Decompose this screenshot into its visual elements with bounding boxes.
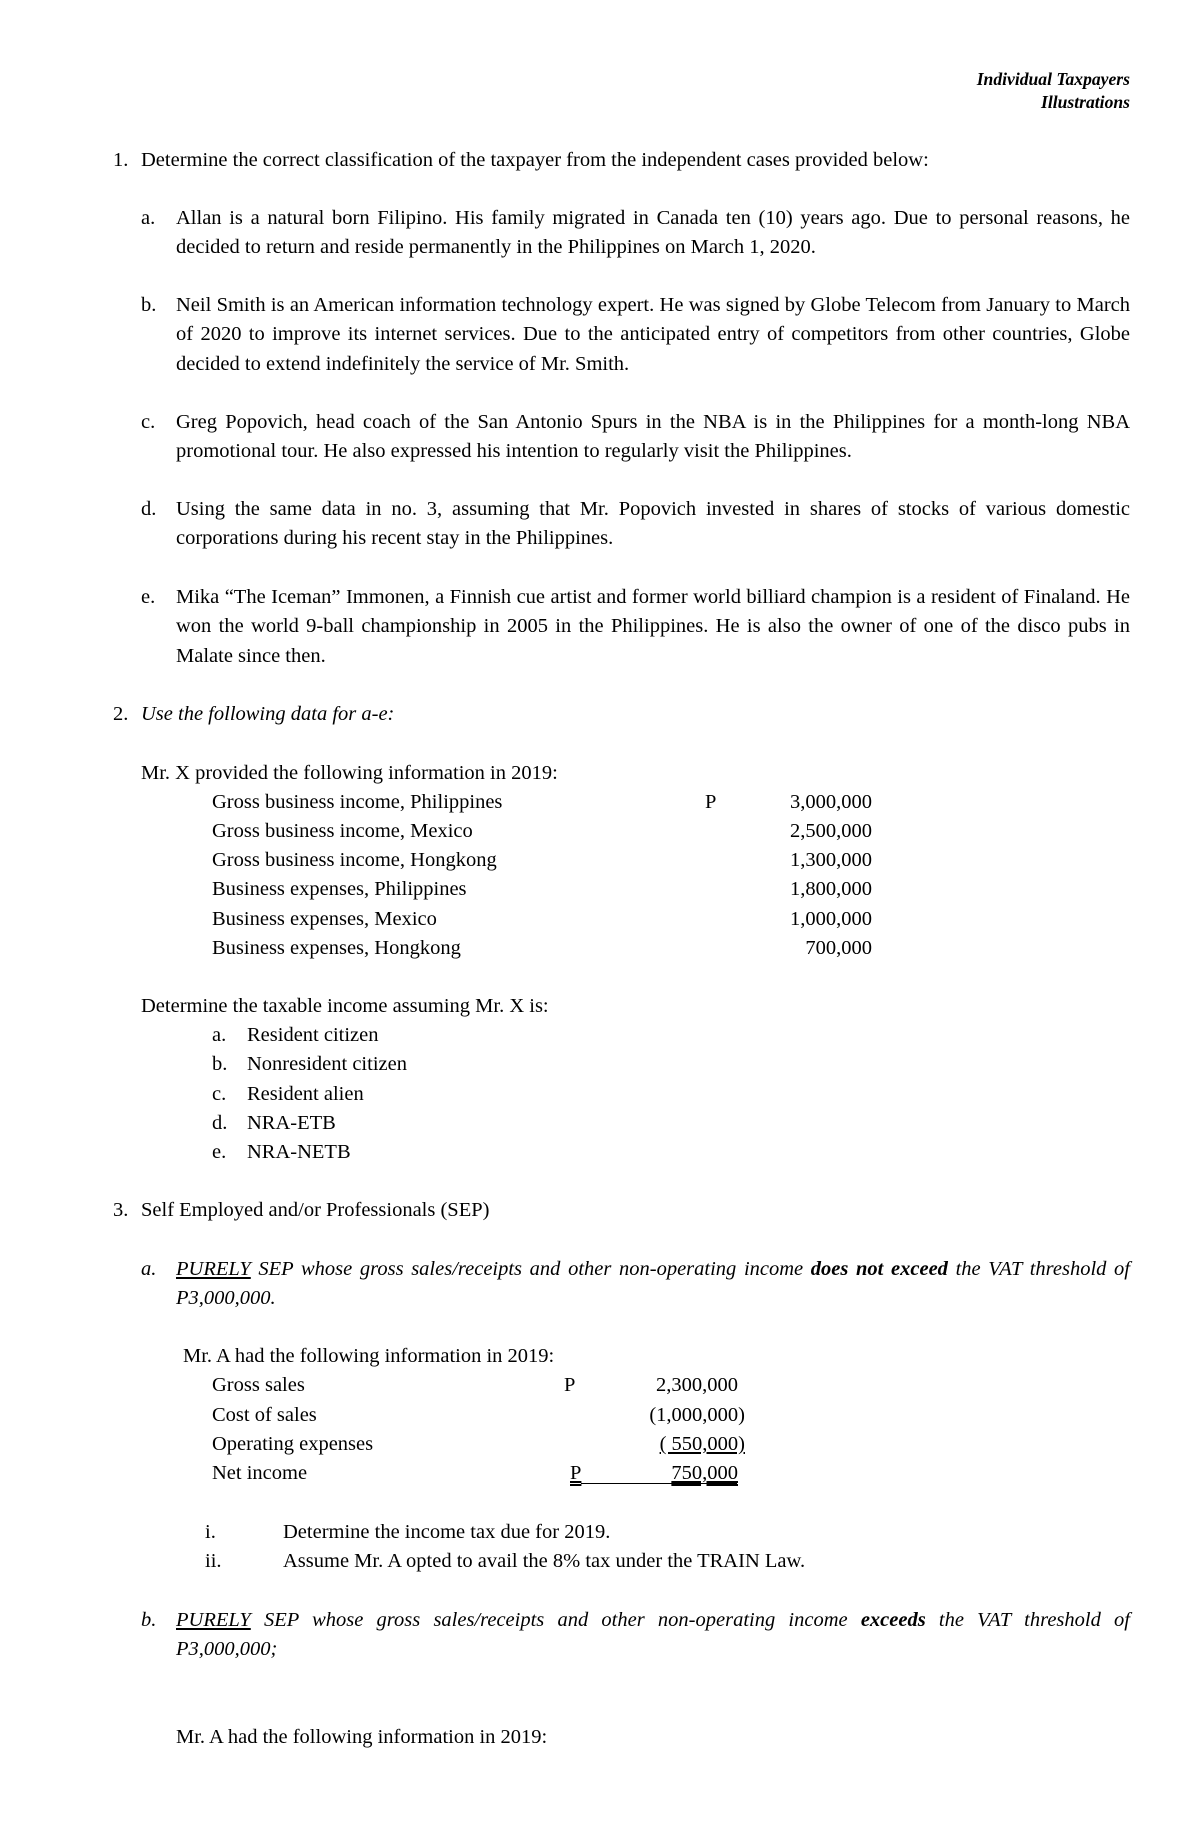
q3a-row-amount: 750,000 xyxy=(671,1462,738,1484)
q3a-subitem-text: Determine the income tax due for 2019. xyxy=(283,1521,611,1543)
q1-prompt: Determine the correct classification of the taxpayer from the independent cases provided below: xyxy=(141,149,929,171)
q2-row-label: Business expenses, Hongkong xyxy=(212,937,461,959)
q3a-row-amount: ( 550,000) xyxy=(659,1433,745,1455)
q3a-heading xyxy=(176,1255,1130,1314)
q2-row-amount: 2,500,000 xyxy=(790,820,872,842)
q2-row-amount: 1,800,000 xyxy=(790,878,872,900)
q2-row-amount: 3,000,000 xyxy=(790,791,872,813)
q2-option-text: Resident citizen xyxy=(247,1024,379,1046)
q2-option-label: b. xyxy=(212,1053,228,1075)
q2-number: 2. xyxy=(113,703,129,725)
q3a-text-2: the VAT threshold of P3,000,000. xyxy=(176,1258,1130,1310)
q2-row-amount: 1,000,000 xyxy=(790,908,872,930)
q2-option-text: NRA-NETB xyxy=(247,1141,351,1163)
q2-row-label: Gross business income, Mexico xyxy=(212,820,473,842)
q3b-label: b. xyxy=(141,1609,157,1631)
q3a-row-amount: 2,300,000 xyxy=(656,1374,738,1396)
q2-currency: P xyxy=(705,791,717,813)
q3b-text-2: the VAT threshold of P3,000,000; xyxy=(176,1609,1130,1661)
q3a-subitem-label: i. xyxy=(205,1521,216,1543)
q3a-row-amount: (1,000,000) xyxy=(649,1404,745,1426)
q3a-subitem-label: ii. xyxy=(205,1550,222,1572)
q1-case-c-text: Greg Popovich, head coach of the San Antonio Spurs in the NBA is in the Philippines for a month-long NBA promotional tour. He also expressed his intention to regularly visit the Philippines. xyxy=(176,411,1130,463)
q1-case-d-label: d. xyxy=(141,498,157,520)
q2-intro: Use the following data for a-e: xyxy=(141,703,395,725)
q2-row-label: Business expenses, Philippines xyxy=(212,878,467,900)
q2-option-label: d. xyxy=(212,1112,228,1134)
q2-option-text: Nonresident citizen xyxy=(247,1053,407,1075)
q2-option-label: c. xyxy=(212,1083,227,1105)
q1-case-e-text: Mika “The Iceman” Immonen, a Finnish cue artist and former world billiard champion is a resident of Finaland. He won the world 9-ball championship in 2005 in the Philippines. He is also the owner of one of the disco pubs in Malate since then. xyxy=(176,586,1130,667)
q3a-label: a. xyxy=(141,1258,157,1280)
q2-option-label: e. xyxy=(212,1141,227,1163)
q1-case-e-label: e. xyxy=(141,586,156,608)
q3a-text-1: SEP whose gross sales/receipts and other non-operating income xyxy=(250,1258,811,1280)
q2-row-label: Business expenses, Mexico xyxy=(212,908,437,930)
q3b-text-1: SEP whose gross sales/receipts and other non-operating income xyxy=(250,1609,861,1631)
q2-question: Determine the taxable income assuming Mr. X is: xyxy=(141,995,549,1017)
q2-option-label: a. xyxy=(212,1024,227,1046)
q3a-emphasis: does not exceed xyxy=(810,1258,948,1280)
q1-case-a-text: Allan is a natural born Filipino. His family migrated in Canada ten (10) years ago. Due to personal reasons, he decided to return and reside permanently in the Philippines on March 1, 2020. xyxy=(176,207,1130,259)
q3-number: 3. xyxy=(113,1199,129,1221)
q2-row-amount: 1,300,000 xyxy=(790,849,872,871)
q3b-info-line: Mr. A had the following information in 2019: xyxy=(176,1726,548,1748)
q3a-row-label: Operating expenses xyxy=(212,1433,374,1455)
q1-case-d-text: Using the same data in no. 3, assuming that Mr. Popovich invested in shares of stocks of various domestic corporations during his recent stay in the Philippines. xyxy=(176,498,1130,550)
q1-case-b-label: b. xyxy=(141,294,157,316)
q2-row-label: Gross business income, Philippines xyxy=(212,791,503,813)
q3a-row-label: Cost of sales xyxy=(212,1404,317,1426)
q3a-info-line: Mr. A had the following information in 2019: xyxy=(183,1345,555,1367)
q2-option-text: Resident alien xyxy=(247,1083,364,1105)
q3b-emphasis: exceeds xyxy=(860,1609,926,1631)
q3b-heading xyxy=(176,1606,1130,1665)
q3b-purely: PURELY xyxy=(176,1609,251,1631)
q3a-purely: PURELY xyxy=(176,1258,251,1280)
header-title xyxy=(977,68,1130,115)
q3a-subitem-text: Assume Mr. A opted to avail the 8% tax under the TRAIN Law. xyxy=(283,1550,806,1572)
q1-case-b-text: Neil Smith is an American information technology expert. He was signed by Globe Telecom from January to March of 2020 to improve its internet services. Due to the anticipated entry of competitors from other countries, Globe decided to extend indefinitely the service of Mr. Smith. xyxy=(176,294,1130,375)
q3a-net-currency: P xyxy=(570,1462,582,1484)
header-line-2: Illustrations xyxy=(1041,92,1130,113)
q2-row-label: Gross business income, Hongkong xyxy=(212,849,497,871)
q2-info-line: Mr. X provided the following information in 2019: xyxy=(141,762,558,784)
q1-case-c-label: c. xyxy=(141,411,156,433)
q3a-row-label: Net income xyxy=(212,1462,308,1484)
q3-title: Self Employed and/or Professionals (SEP) xyxy=(141,1199,490,1221)
header-line-1: Individual Taxpayers xyxy=(976,69,1130,89)
q3a-currency: P xyxy=(564,1374,576,1396)
q3a-row-label: Gross sales xyxy=(212,1374,305,1396)
q1-case-a-label: a. xyxy=(141,207,156,229)
q1-number: 1. xyxy=(113,149,129,171)
q2-option-text: NRA-ETB xyxy=(247,1112,336,1134)
q2-row-amount: 700,000 xyxy=(805,937,872,959)
